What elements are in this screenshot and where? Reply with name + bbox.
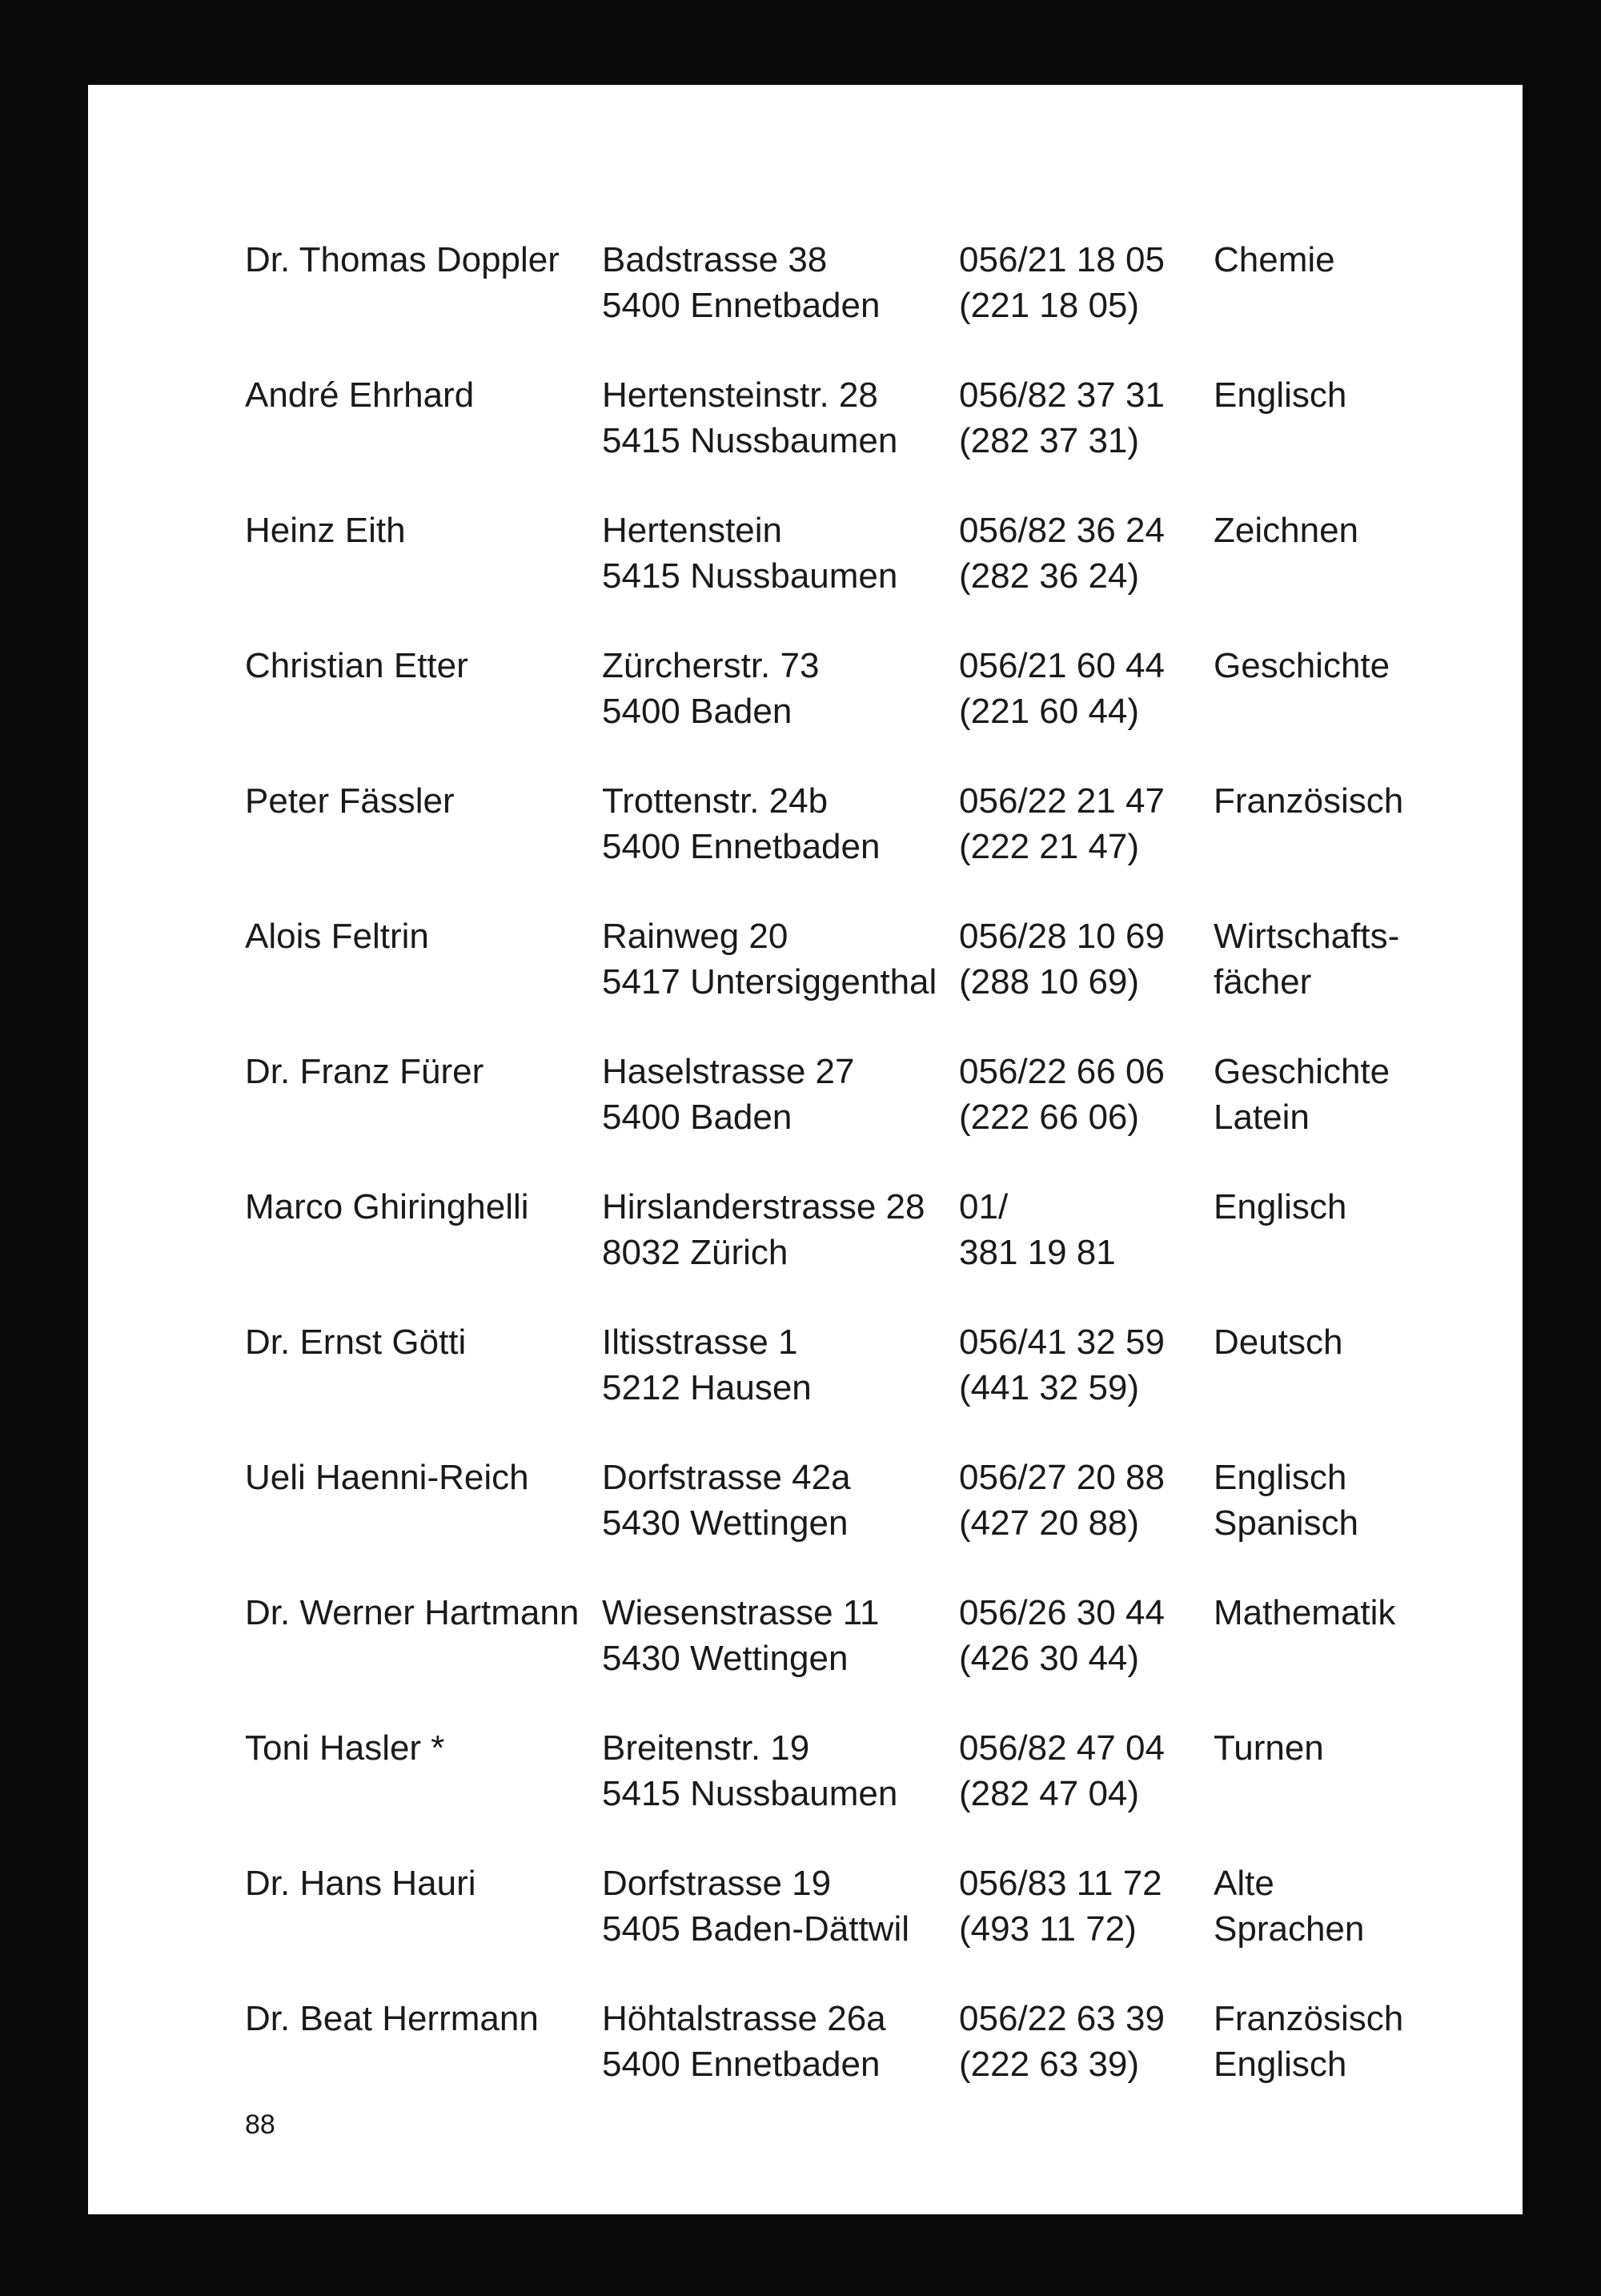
directory-entry — [245, 1455, 1510, 1590]
entry-city: 5212 Hausen — [602, 1368, 812, 1407]
teacher-name-column — [245, 1319, 602, 1455]
entry-city: 5415 Nussbaumen — [602, 1774, 898, 1813]
entry-street: Dorfstrasse 19 — [602, 1864, 832, 1903]
entry-name: Dr. Hans Hauri — [245, 1864, 476, 1903]
subjects-column — [1214, 778, 1454, 913]
entry-phone: 056/22 63 39 — [959, 1999, 1165, 2038]
entry-name: Dr. Franz Fürer — [245, 1052, 484, 1091]
entry-subject-2 — [1214, 283, 1454, 328]
entry-subject-1: Turnen — [1214, 1728, 1324, 1768]
address-column — [602, 778, 959, 913]
entry-phone: 056/22 66 06 — [959, 1052, 1165, 1091]
address-column — [602, 1184, 959, 1319]
phone-column — [959, 778, 1214, 913]
teacher-directory — [245, 237, 1510, 2131]
entry-subject-1: Chemie — [1214, 240, 1335, 279]
entry-phone: 056/28 10 69 — [959, 917, 1165, 956]
entry-phone: 056/21 60 44 — [959, 646, 1165, 685]
directory-entry — [245, 1184, 1510, 1319]
teacher-name-column — [245, 913, 602, 1049]
subjects-column — [1214, 1455, 1454, 1590]
entry-name: Dr. Ernst Götti — [245, 1323, 467, 1362]
entry-phone: 056/41 32 59 — [959, 1323, 1165, 1362]
address-column — [602, 372, 959, 508]
directory-entry — [245, 1996, 1510, 2131]
entry-street: Wiesenstrasse 11 — [602, 1593, 880, 1632]
entry-name: Ueli Haenni-Reich — [245, 1458, 529, 1497]
entry-street: Hertensteinstr. 28 — [602, 375, 878, 415]
entry-phone: 056/83 11 72 — [959, 1864, 1162, 1903]
phone-column — [959, 1725, 1214, 1860]
entry-phone-new: (288 10 69) — [959, 962, 1140, 1001]
entry-street: Höhtalstrasse 26a — [602, 1999, 886, 2038]
entry-subject-2: Spanisch — [1214, 1503, 1359, 1543]
address-column — [602, 1590, 959, 1725]
entry-subject-1: Englisch — [1214, 375, 1347, 415]
entry-city: 5417 Untersiggenthal — [602, 962, 937, 1001]
entry-subject-1: Französisch — [1214, 1999, 1404, 2038]
entry-name: Dr. Thomas Doppler — [245, 240, 560, 279]
entry-phone-new: (282 36 24) — [959, 556, 1140, 596]
entry-name: Alois Feltrin — [245, 917, 429, 956]
entry-phone-new: 381 19 81 — [959, 1233, 1116, 1272]
entry-subject-1: Deutsch — [1214, 1323, 1343, 1362]
address-column — [602, 1860, 959, 1996]
entry-name: Marco Ghiringhelli — [245, 1187, 529, 1226]
entry-subject-1: Zeichnen — [1214, 511, 1359, 550]
directory-entry — [245, 1860, 1510, 1996]
entry-city: 5400 Baden — [602, 1098, 792, 1137]
entry-street: Dorfstrasse 42a — [602, 1458, 851, 1497]
entry-street: Breitenstr. 19 — [602, 1728, 810, 1768]
directory-entry — [245, 913, 1510, 1049]
entry-street: Trottenstr. 24b — [602, 781, 829, 821]
entry-city: 5430 Wettingen — [602, 1503, 849, 1543]
subjects-column — [1214, 643, 1454, 778]
teacher-name-column — [245, 237, 602, 372]
entry-name: Dr. Beat Herrmann — [245, 1999, 539, 2038]
entry-subject-2 — [1214, 688, 1454, 734]
entry-subject-2: fächer — [1214, 962, 1312, 1001]
phone-column — [959, 237, 1214, 372]
teacher-name-column — [245, 1184, 602, 1319]
subjects-column — [1214, 1725, 1454, 1860]
document-page — [88, 85, 1523, 2214]
entry-subject-1: Englisch — [1214, 1187, 1347, 1226]
subjects-column — [1214, 913, 1454, 1049]
entry-phone-new: (282 47 04) — [959, 1774, 1140, 1813]
address-column — [602, 1319, 959, 1455]
phone-column — [959, 1049, 1214, 1184]
entry-city: 5405 Baden-Dättwil — [602, 1909, 910, 1949]
entry-subject-1: Französisch — [1214, 781, 1404, 821]
entry-street: Hirslanderstrasse 28 — [602, 1187, 925, 1226]
entry-phone-new: (222 21 47) — [959, 827, 1140, 866]
entry-city: 5400 Ennetbaden — [602, 827, 881, 866]
entry-subject-2 — [1214, 1636, 1454, 1681]
teacher-name-column — [245, 1590, 602, 1725]
teacher-name-column — [245, 778, 602, 913]
entry-phone: 056/82 36 24 — [959, 511, 1165, 550]
teacher-name-column — [245, 1455, 602, 1590]
address-column — [602, 508, 959, 643]
address-column — [602, 1996, 959, 2131]
subjects-column — [1214, 508, 1454, 643]
entry-street: Badstrasse 38 — [602, 240, 828, 279]
entry-phone-new: (222 63 39) — [959, 2045, 1140, 2084]
entry-street: Haselstrasse 27 — [602, 1052, 855, 1091]
address-column — [602, 237, 959, 372]
entry-street: Hertenstein — [602, 511, 783, 550]
phone-column — [959, 643, 1214, 778]
entry-subject-2: Sprachen — [1214, 1909, 1365, 1949]
directory-entry — [245, 1590, 1510, 1725]
entry-phone-new: (221 60 44) — [959, 692, 1140, 731]
entry-subject-1: Geschichte — [1214, 646, 1390, 685]
entry-street: Iltisstrasse 1 — [602, 1323, 798, 1362]
entry-phone: 056/27 20 88 — [959, 1458, 1165, 1497]
entry-phone-new: (222 66 06) — [959, 1098, 1140, 1137]
phone-column — [959, 1184, 1214, 1319]
entry-subject-2 — [1214, 1230, 1454, 1275]
subjects-column — [1214, 237, 1454, 372]
entry-phone: 056/82 37 31 — [959, 375, 1165, 415]
entry-phone-new: (221 18 05) — [959, 286, 1140, 325]
subjects-column — [1214, 1049, 1454, 1184]
phone-column — [959, 913, 1214, 1049]
teacher-name-column — [245, 1725, 602, 1860]
entry-city: 5415 Nussbaumen — [602, 556, 898, 596]
directory-entry — [245, 643, 1510, 778]
entry-phone: 056/26 30 44 — [959, 1593, 1165, 1632]
directory-entry — [245, 372, 1510, 508]
entry-city: 5400 Ennetbaden — [602, 286, 881, 325]
entry-name: André Ehrhard — [245, 375, 475, 415]
teacher-name-column — [245, 508, 602, 643]
entry-phone: 056/21 18 05 — [959, 240, 1165, 279]
entry-phone-new: (426 30 44) — [959, 1639, 1140, 1678]
entry-subject-1: Geschichte — [1214, 1052, 1390, 1091]
teacher-name-column — [245, 1860, 602, 1996]
entry-phone-new: (427 20 88) — [959, 1503, 1140, 1543]
entry-subject-2 — [1214, 553, 1454, 599]
entry-phone: 056/82 47 04 — [959, 1728, 1165, 1768]
entry-street: Zürcherstr. 73 — [602, 646, 820, 685]
subjects-column — [1214, 1996, 1454, 2131]
entry-city: 5400 Baden — [602, 692, 792, 731]
entry-name: Toni Hasler * — [245, 1728, 445, 1768]
entry-subject-2 — [1214, 824, 1454, 869]
directory-entry — [245, 237, 1510, 372]
phone-column — [959, 508, 1214, 643]
entry-phone-new: (493 11 72) — [959, 1909, 1137, 1949]
phone-column — [959, 1860, 1214, 1996]
entry-city: 5415 Nussbaumen — [602, 421, 898, 460]
teacher-name-column — [245, 1049, 602, 1184]
teacher-name-column — [245, 372, 602, 508]
entry-subject-2 — [1214, 418, 1454, 464]
entry-subject-1: Mathematik — [1214, 1593, 1396, 1632]
subjects-column — [1214, 1590, 1454, 1725]
entry-name: Dr. Werner Hartmann — [245, 1593, 580, 1632]
entry-subject-2 — [1214, 1771, 1454, 1816]
subjects-column — [1214, 372, 1454, 508]
address-column — [602, 1725, 959, 1860]
phone-column — [959, 372, 1214, 508]
subjects-column — [1214, 1184, 1454, 1319]
subjects-column — [1214, 1319, 1454, 1455]
directory-entry — [245, 1049, 1510, 1184]
entry-subject-2: Englisch — [1214, 2045, 1347, 2084]
entry-city: 5400 Ennetbaden — [602, 2045, 881, 2084]
entry-name: Christian Etter — [245, 646, 468, 685]
entry-phone-new: (441 32 59) — [959, 1368, 1140, 1407]
entry-phone: 01/ — [959, 1187, 1009, 1226]
entry-name: Peter Fässler — [245, 781, 455, 821]
address-column — [602, 1455, 959, 1590]
directory-entry — [245, 1319, 1510, 1455]
address-column — [602, 913, 959, 1049]
entry-phone-new: (282 37 31) — [959, 421, 1140, 460]
page-number: 88 — [245, 2109, 275, 2140]
teacher-name-column — [245, 643, 602, 778]
phone-column — [959, 1455, 1214, 1590]
entry-city: 8032 Zürich — [602, 1233, 788, 1272]
phone-column — [959, 1996, 1214, 2131]
directory-entry — [245, 778, 1510, 913]
entry-subject-1: Wirtschafts- — [1214, 917, 1400, 956]
directory-entry — [245, 1725, 1510, 1860]
phone-column — [959, 1319, 1214, 1455]
entry-phone: 056/22 21 47 — [959, 781, 1165, 821]
entry-subject-2 — [1214, 1365, 1454, 1411]
address-column — [602, 643, 959, 778]
teacher-name-column — [245, 1996, 602, 2131]
phone-column — [959, 1590, 1214, 1725]
entry-name: Heinz Eith — [245, 511, 406, 550]
address-column — [602, 1049, 959, 1184]
directory-entry — [245, 508, 1510, 643]
entry-subject-1: Englisch — [1214, 1458, 1347, 1497]
entry-subject-2: Latein — [1214, 1098, 1310, 1137]
entry-subject-1: Alte — [1214, 1864, 1274, 1903]
subjects-column — [1214, 1860, 1454, 1996]
entry-city: 5430 Wettingen — [602, 1639, 849, 1678]
entry-street: Rainweg 20 — [602, 917, 788, 956]
